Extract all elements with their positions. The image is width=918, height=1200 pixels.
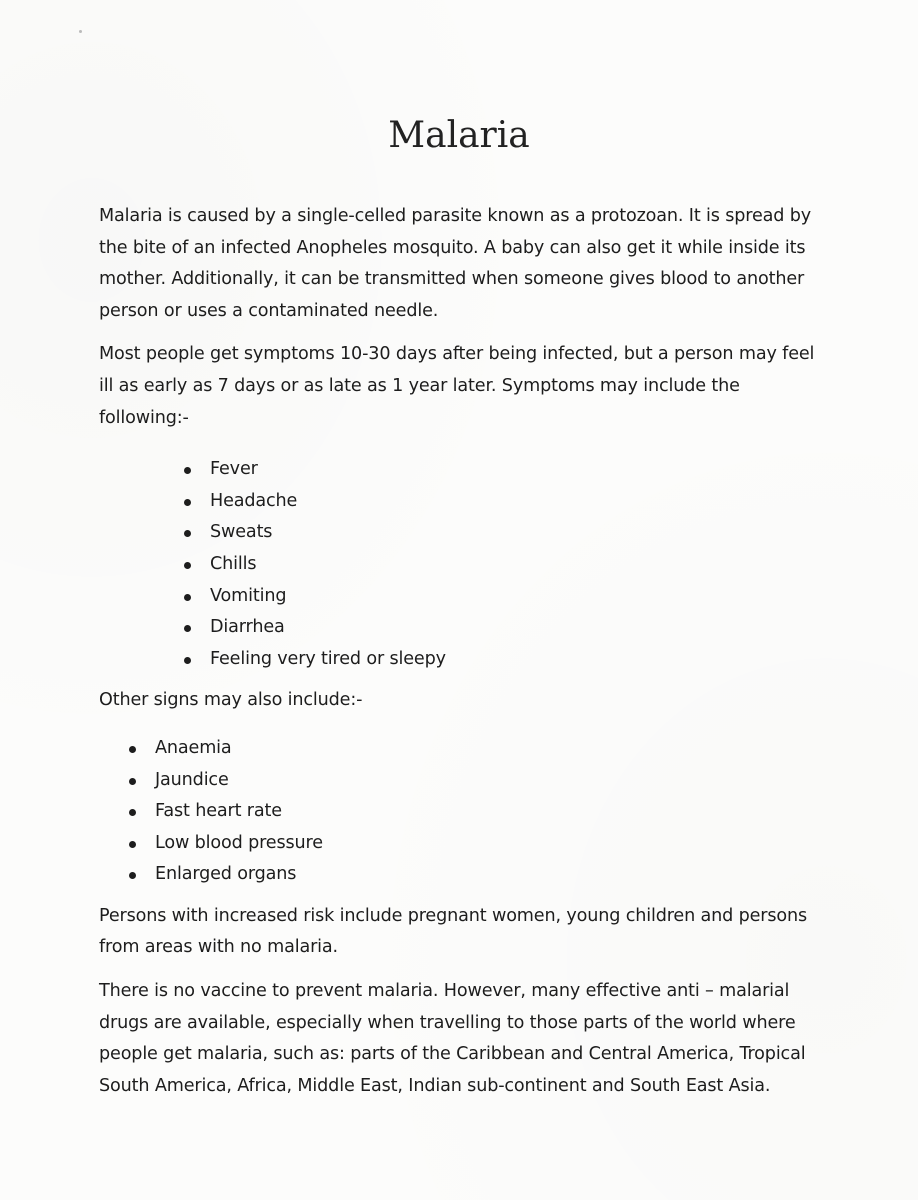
scan-speck [79,30,82,33]
list-item [184,454,829,486]
list-item-text: Vomiting [210,585,287,606]
signs-intro-paragraph: Other signs may also include:- [99,690,363,711]
document-body [99,201,829,1114]
list-item [129,828,829,860]
bullet-icon [184,594,191,601]
list-item [129,859,829,891]
page-title: Malaria [388,115,530,156]
list-item [184,644,829,676]
bullet-icon [129,778,136,785]
bullet-icon [184,625,191,632]
list-item [129,765,829,797]
symptoms-list [99,454,829,675]
bullet-icon [184,657,191,664]
bullet-icon [129,872,136,879]
list-item-text: Enlarged organs [155,864,297,885]
bullet-icon [184,467,191,474]
prevention-paragraph: There is no vaccine to prevent malaria. However, many effective anti – malarial drugs are available, especially when travelling to those parts of the world where people get malaria, such as: parts of the Caribbean and Central America, Tropical South America, Africa, Middle East, Indian sub-continent and South East Asia. [99,981,806,1096]
bullet-icon [129,809,136,816]
list-item [129,733,829,765]
list-item-text: Headache [210,490,298,511]
list-item [184,517,829,549]
list-item-text: Low blood pressure [155,832,323,853]
signs-list [99,733,829,891]
bullet-icon [129,841,136,848]
list-item [184,549,829,581]
list-item [184,581,829,613]
list-item-text: Diarrhea [210,617,285,638]
list-item-text: Fever [210,459,258,480]
bullet-icon [184,562,191,569]
list-item-text: Chills [210,553,257,574]
bullet-icon [184,530,191,537]
list-item [129,796,829,828]
intro-paragraph: Malaria is caused by a single-celled parasite known as a protozoan. It is spread by the bite of an infected Anopheles mosquito. A baby can also get it while inside its mother. Additionally, it can be transmitted when someone gives blood to another person or uses a contaminated needle. [99,206,812,321]
list-item [184,612,829,644]
list-item-text: Jaundice [155,769,229,790]
risk-paragraph: Persons with increased risk include pregnant women, young children and persons from areas with no malaria. [99,905,808,958]
list-item-text: Feeling very tired or sleepy [210,648,446,669]
bullet-icon [129,746,136,753]
symptoms-intro-paragraph: Most people get symptoms 10-30 days after being infected, but a person may feel ill as early as 7 days or as late as 1 year later. Symptoms may include the following:- [99,344,815,428]
list-item-text: Fast heart rate [155,801,282,822]
list-item-text: Anaemia [155,737,232,758]
list-item-text: Sweats [210,522,273,543]
bullet-icon [184,499,191,506]
list-item [184,486,829,518]
